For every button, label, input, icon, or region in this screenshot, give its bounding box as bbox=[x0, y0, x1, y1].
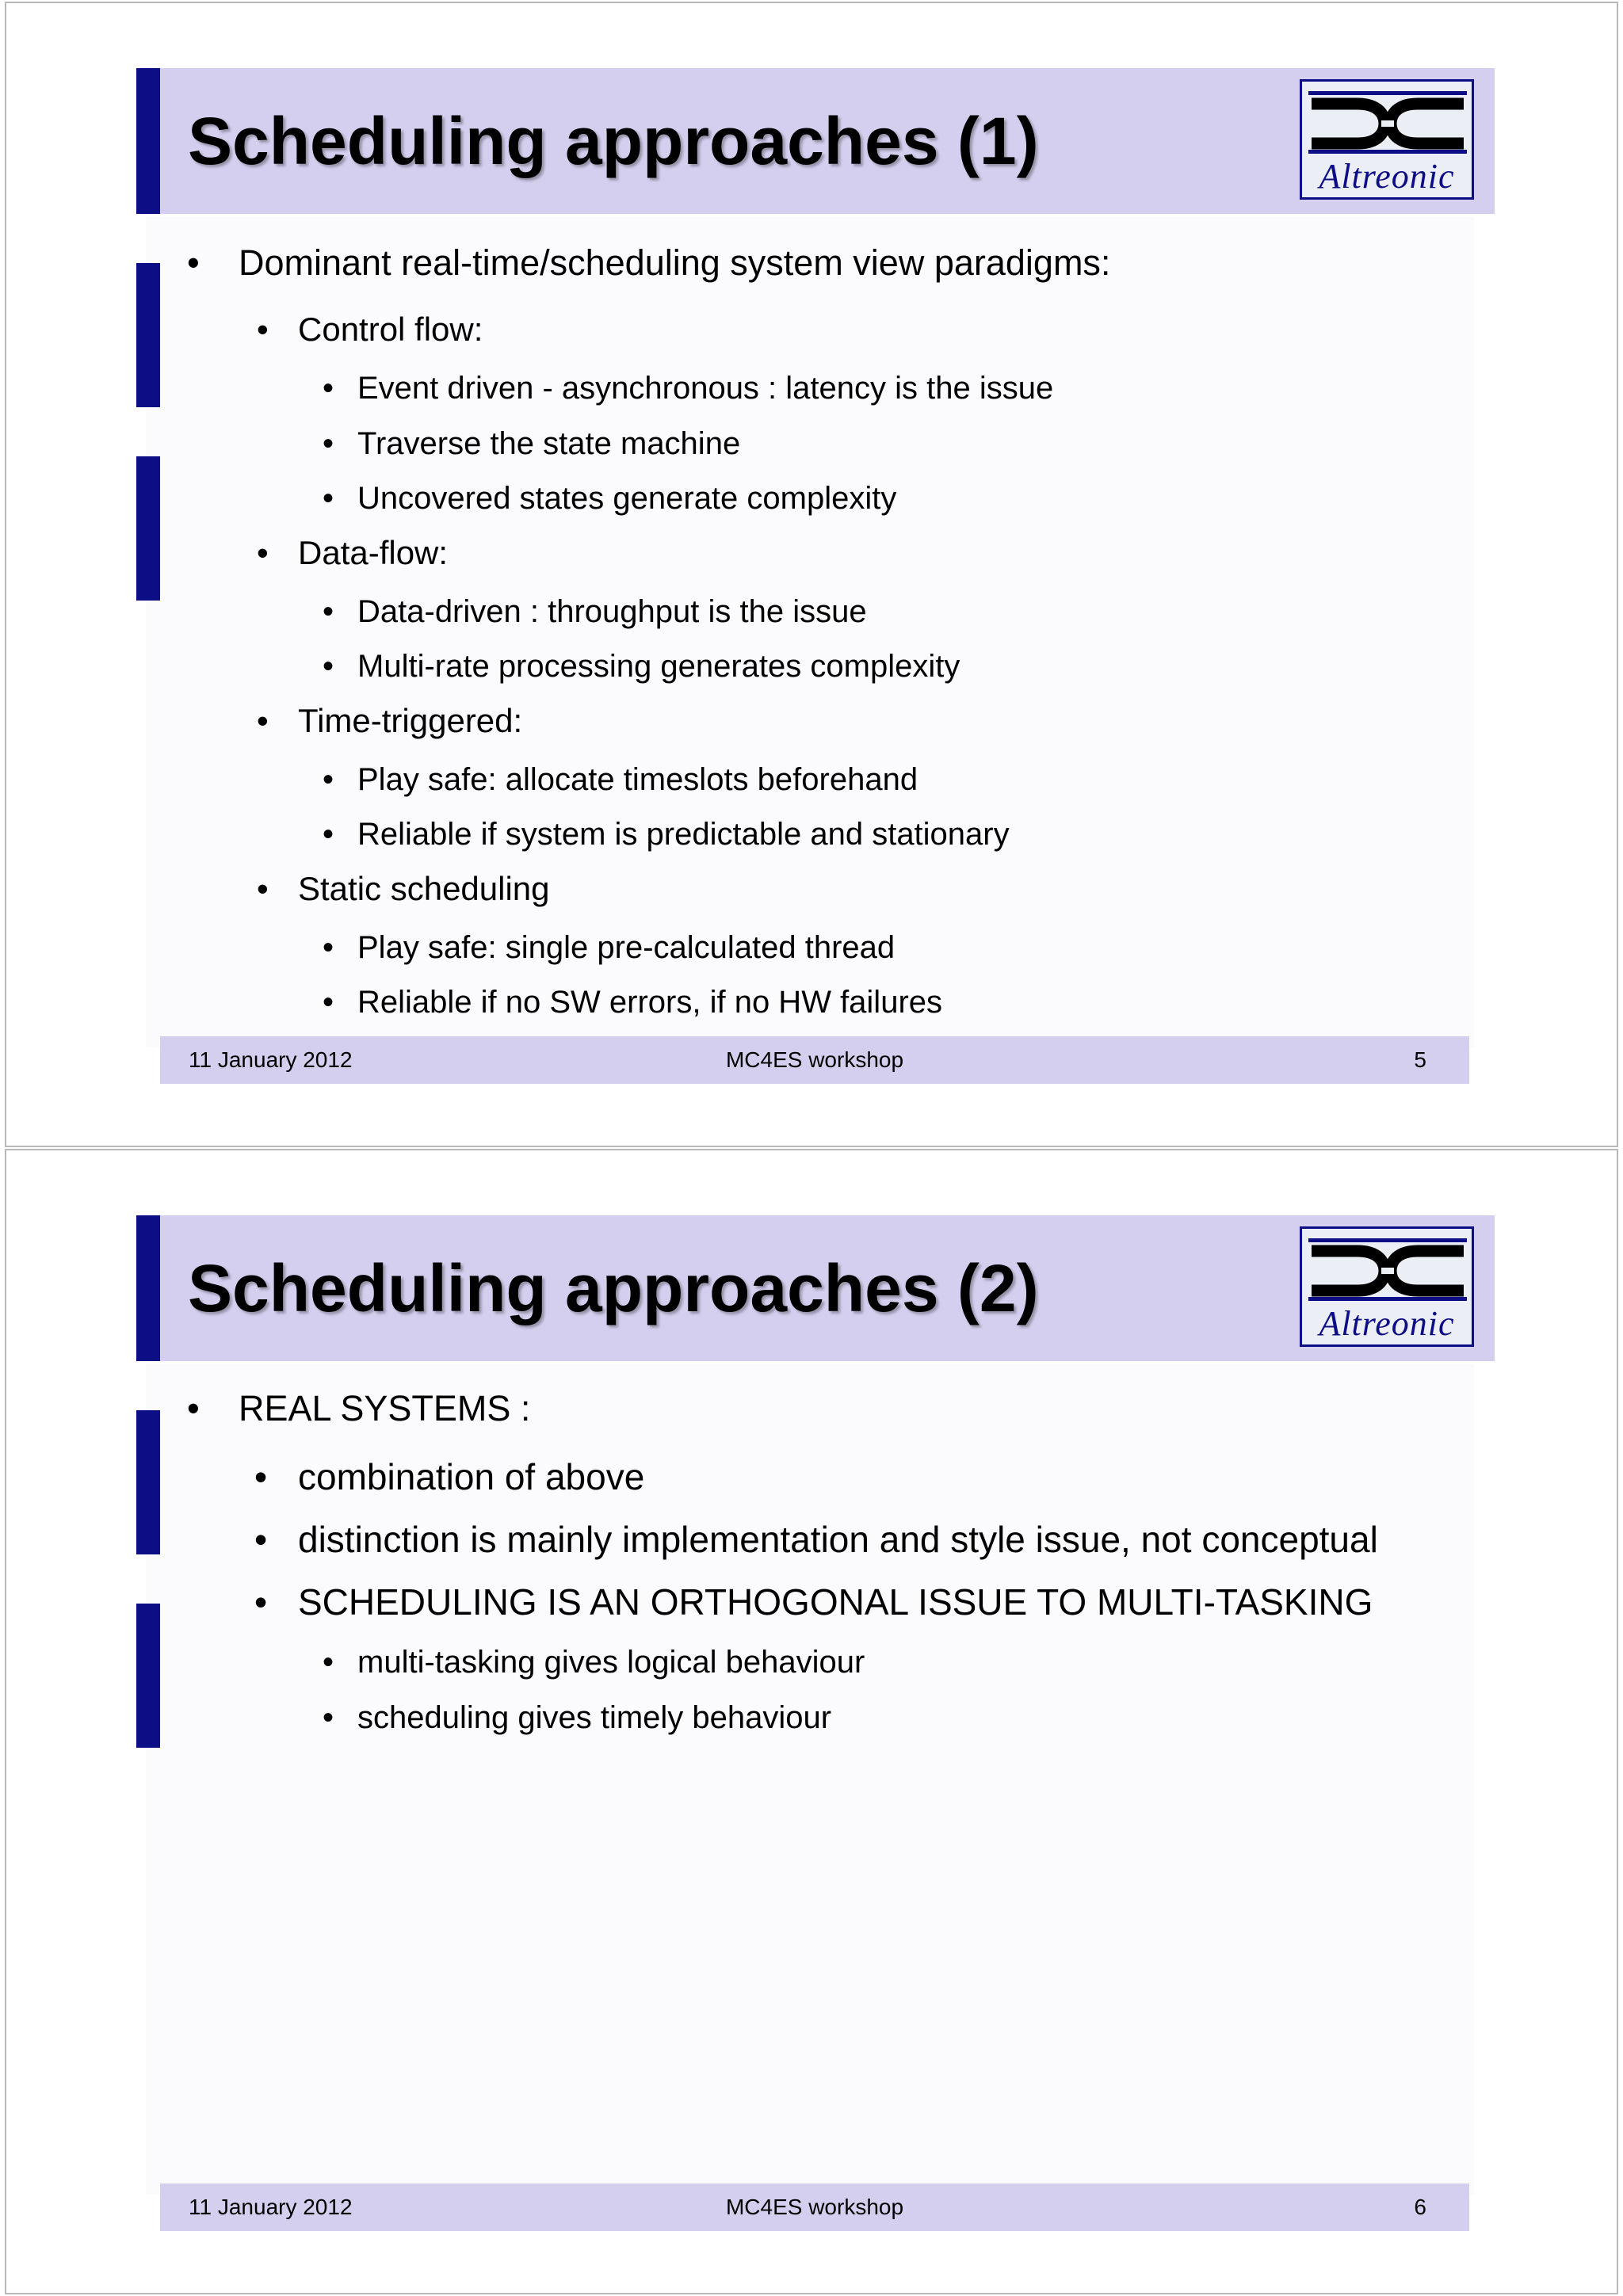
slide-footer bbox=[160, 2183, 1469, 2231]
footer-date: 11 January 2012 bbox=[189, 2195, 353, 2219]
bullet-icon: • bbox=[257, 870, 269, 907]
list-item bbox=[323, 423, 741, 464]
bullet-icon: • bbox=[323, 1700, 334, 1735]
footer-event: MC4ES workshop bbox=[725, 2195, 904, 2219]
list-item-text: Reliable if no SW errors, if no HW failures bbox=[357, 985, 943, 1020]
list-item bbox=[257, 308, 483, 351]
bullet-icon: • bbox=[254, 1456, 268, 1497]
bullet-icon: • bbox=[257, 702, 269, 739]
list-item-text: Event driven - asynchronous : latency is the issue bbox=[357, 371, 1054, 406]
list-item bbox=[323, 927, 896, 968]
bullet-icon: • bbox=[254, 1581, 268, 1623]
list-item bbox=[323, 814, 1010, 855]
side-accent-bar bbox=[136, 456, 160, 601]
bullet-icon: • bbox=[323, 930, 334, 965]
slide-footer bbox=[160, 1036, 1469, 1084]
list-item-text: Dominant real-time/scheduling system view paradigms: bbox=[239, 242, 1111, 283]
list-item-text: Play safe: single pre-calculated thread bbox=[357, 930, 896, 965]
bullet-icon: • bbox=[323, 481, 334, 516]
list-item bbox=[323, 368, 1054, 409]
list-item-text: scheduling gives timely behaviour bbox=[357, 1700, 832, 1735]
bullet-icon: • bbox=[187, 242, 200, 283]
altreonic-logo bbox=[1300, 79, 1474, 200]
list-item bbox=[323, 1642, 865, 1683]
list-item-text: Uncovered states generate complexity bbox=[357, 481, 897, 516]
altreonic-logo-mark-icon bbox=[1308, 86, 1467, 161]
bullet-icon: • bbox=[323, 649, 334, 684]
bullet-icon: • bbox=[323, 985, 334, 1020]
list-item bbox=[323, 1697, 832, 1738]
logo-wordmark: Altreonic bbox=[1319, 157, 1455, 196]
slide-title: Scheduling approaches (1) bbox=[188, 104, 1039, 178]
bullet-icon: • bbox=[323, 426, 334, 461]
altreonic-logo-mark-icon bbox=[1308, 1234, 1467, 1308]
logo-wordmark: Altreonic bbox=[1319, 1304, 1455, 1343]
list-item bbox=[254, 1454, 645, 1500]
list-item bbox=[323, 982, 943, 1023]
list-item-text: multi-tasking gives logical behaviour bbox=[357, 1645, 865, 1680]
bullet-icon: • bbox=[323, 817, 334, 852]
list-item-text: Static scheduling bbox=[298, 870, 550, 907]
list-item-text: SCHEDULING IS AN ORTHOGONAL ISSUE TO MULTI-TASKING bbox=[298, 1581, 1373, 1623]
altreonic-logo bbox=[1300, 1226, 1474, 1347]
list-item-text: Time-triggered: bbox=[298, 702, 523, 739]
bullet-icon: • bbox=[323, 762, 334, 797]
list-item bbox=[323, 646, 960, 687]
list-item bbox=[257, 868, 550, 910]
footer-page-number: 5 bbox=[1414, 1047, 1426, 1072]
list-item-text: Reliable if system is predictable and stationary bbox=[357, 817, 1010, 852]
bullet-icon: • bbox=[323, 1645, 334, 1680]
list-item bbox=[257, 532, 449, 574]
side-accent-bar bbox=[136, 1604, 160, 1748]
list-item bbox=[254, 1579, 1373, 1625]
title-accent-bar bbox=[136, 68, 160, 214]
slide-title: Scheduling approaches (2) bbox=[188, 1251, 1039, 1325]
footer-page-number: 6 bbox=[1414, 2195, 1426, 2219]
slide-5 bbox=[5, 2, 1618, 1147]
list-item bbox=[257, 700, 523, 742]
list-item bbox=[187, 241, 1111, 285]
list-item bbox=[323, 591, 867, 632]
list-item bbox=[323, 478, 897, 519]
bullet-icon: • bbox=[323, 594, 334, 629]
bullet-icon: • bbox=[257, 311, 269, 348]
bullet-icon: • bbox=[187, 1388, 200, 1428]
footer-event: MC4ES workshop bbox=[725, 1047, 904, 1072]
list-item-text: Play safe: allocate timeslots beforehand bbox=[357, 762, 918, 797]
list-item-text: Data-driven : throughput is the issue bbox=[357, 594, 867, 629]
list-item bbox=[323, 759, 918, 800]
bullet-icon: • bbox=[257, 534, 269, 571]
footer-date: 11 January 2012 bbox=[189, 1047, 353, 1072]
bullet-icon: • bbox=[254, 1519, 268, 1560]
side-accent-bar bbox=[136, 263, 160, 407]
slide-6 bbox=[5, 1149, 1618, 2294]
list-item-text: combination of above bbox=[298, 1456, 645, 1497]
list-item-text: Control flow: bbox=[298, 311, 483, 348]
list-item bbox=[187, 1386, 531, 1431]
title-accent-bar bbox=[136, 1215, 160, 1361]
side-accent-bar bbox=[136, 1410, 160, 1554]
list-item-text: Traverse the state machine bbox=[357, 426, 741, 461]
list-item-text: distinction is mainly implementation and style issue, not conceptual bbox=[298, 1519, 1378, 1560]
bullet-icon: • bbox=[323, 371, 334, 406]
list-item-text: Data-flow: bbox=[298, 534, 449, 571]
list-item-text: REAL SYSTEMS : bbox=[239, 1388, 531, 1428]
list-item bbox=[254, 1516, 1378, 1562]
list-item-text: Multi-rate processing generates complexity bbox=[357, 649, 960, 684]
